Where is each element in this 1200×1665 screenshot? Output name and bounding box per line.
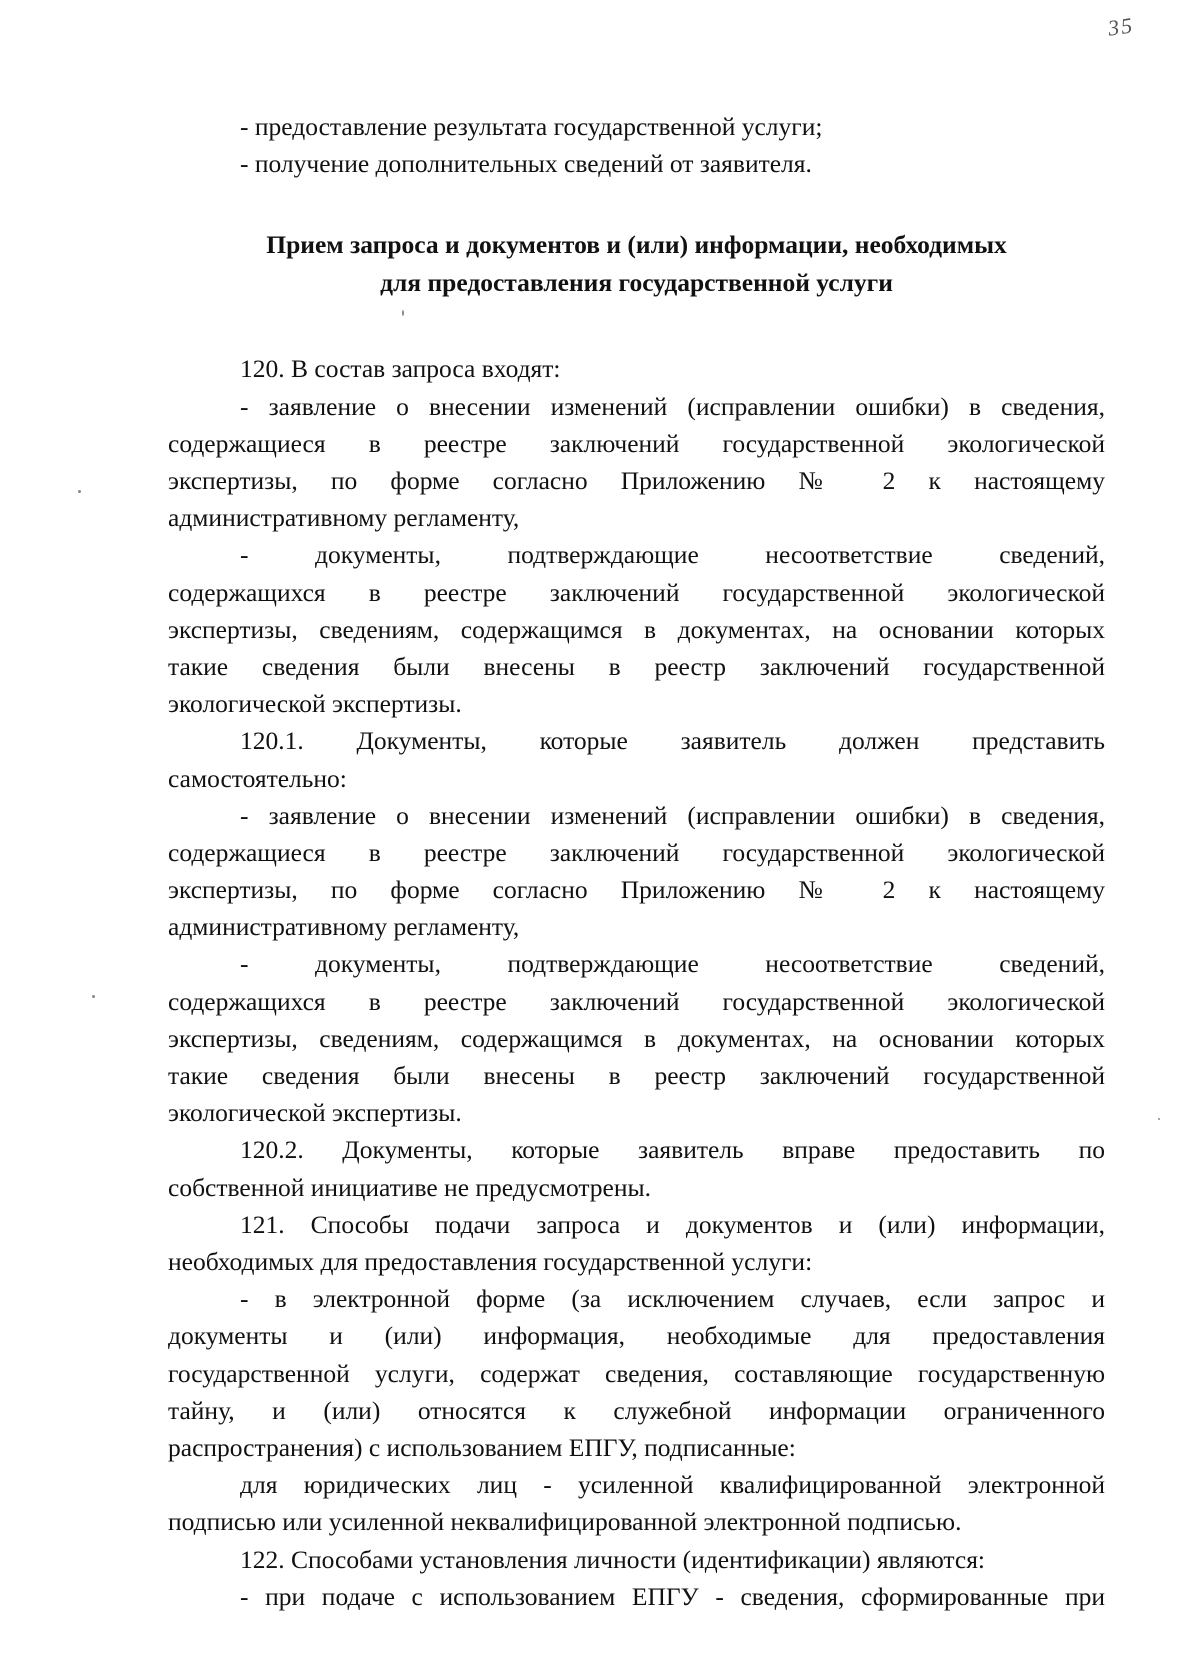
paragraph-line: экспертизы, по форме согласно Приложению № 2 к настоящему — [168, 465, 1105, 495]
scan-artifact — [78, 490, 81, 493]
paragraph-line: необходимых для предоставления государственной услуги: — [168, 1247, 813, 1277]
paragraph-line: тайну, и (или) относятся к служебной информации ограниченного — [168, 1395, 1105, 1425]
scan-artifact — [1158, 1118, 1160, 1120]
paragraph-line: такие сведения были внесены в реестр заключений государственной — [168, 1061, 1105, 1091]
paragraph-line: - документы, подтверждающие несоответствие сведений, — [240, 949, 1105, 979]
paragraph-line: 121. Способы подачи запроса и документов и (или) информации, — [240, 1209, 1105, 1239]
paragraph-line: экологической экспертизы. — [168, 689, 462, 719]
paragraph-line: содержащиеся в реестре заключений государственной экологической — [168, 837, 1105, 867]
paragraph-line: 120.1. Документы, которые заявитель должен представить — [240, 726, 1105, 756]
paragraph-line: такие сведения были внесены в реестр заключений государственной — [168, 651, 1105, 681]
paragraph-line: - заявление о внесении изменений (исправлении ошибки) в сведения, — [240, 800, 1105, 830]
paragraph-line: экспертизы, сведениям, содержащимся в документах, на основании которых — [168, 1023, 1105, 1053]
paragraph-line: собственной инициативе не предусмотрены. — [168, 1172, 652, 1202]
paragraph-line: содержащихся в реестре заключений государственной экологической — [168, 986, 1105, 1016]
paragraph-line: самостоятельно: — [168, 763, 347, 793]
paragraph-line: экспертизы, сведениям, содержащимся в документах, на основании которых — [168, 614, 1105, 644]
paragraph-line: документы и (или) информация, необходимые для предоставления — [168, 1321, 1105, 1351]
section-heading: для предоставления государственной услуги — [380, 268, 893, 298]
paragraph-line: 120.2. Документы, которые заявитель вправе предоставить по — [240, 1135, 1105, 1165]
paragraph-120-title: 120. В состав запроса входят: — [240, 354, 561, 384]
paragraph-line: экологической экспертизы. — [168, 1098, 462, 1128]
paragraph-line: государственной услуги, содержат сведения, составляющие государственную — [168, 1358, 1105, 1388]
paragraph-line: административному регламенту, — [168, 912, 520, 942]
page-number: 35 — [1106, 12, 1136, 41]
intro-line: - получение дополнительных сведений от заявителя. — [240, 149, 812, 179]
paragraph-line: распространения) с использованием ЕПГУ, подписанные: — [168, 1432, 796, 1462]
document-body — [168, 108, 1105, 1615]
paragraph-line: - заявление о внесении изменений (исправлении ошибки) в сведения, — [240, 391, 1105, 421]
paragraph-line: административному регламенту, — [168, 503, 520, 533]
paragraph-line: - в электронной форме (за исключением случаев, если запрос и — [240, 1284, 1105, 1314]
paragraph-line: для юридических лиц - усиленной квалифицированной электронной — [240, 1470, 1105, 1500]
section-heading: Прием запроса и документов и (или) информации, необходимых — [266, 230, 1007, 260]
scan-artifact — [92, 995, 95, 998]
intro-line: - предоставление результата государственной услуги; — [240, 112, 823, 141]
paragraph-line: экспертизы, по форме согласно Приложению № 2 к настоящему — [168, 875, 1105, 905]
paragraph-line: содержащихся в реестре заключений государственной экологической — [168, 577, 1105, 607]
paragraph-line: содержащиеся в реестре заключений государственной экологической — [168, 428, 1105, 458]
paragraph-line: - документы, подтверждающие несоответствие сведений, — [240, 540, 1105, 570]
paragraph-line: - при подаче с использованием ЕПГУ - сведения, сформированные при — [240, 1581, 1105, 1611]
paragraph-line: подписью или усиленной неквалифицированной электронной подписью. — [168, 1507, 962, 1537]
paragraph-line: 122. Способами установления личности (идентификации) являются: — [240, 1544, 986, 1574]
